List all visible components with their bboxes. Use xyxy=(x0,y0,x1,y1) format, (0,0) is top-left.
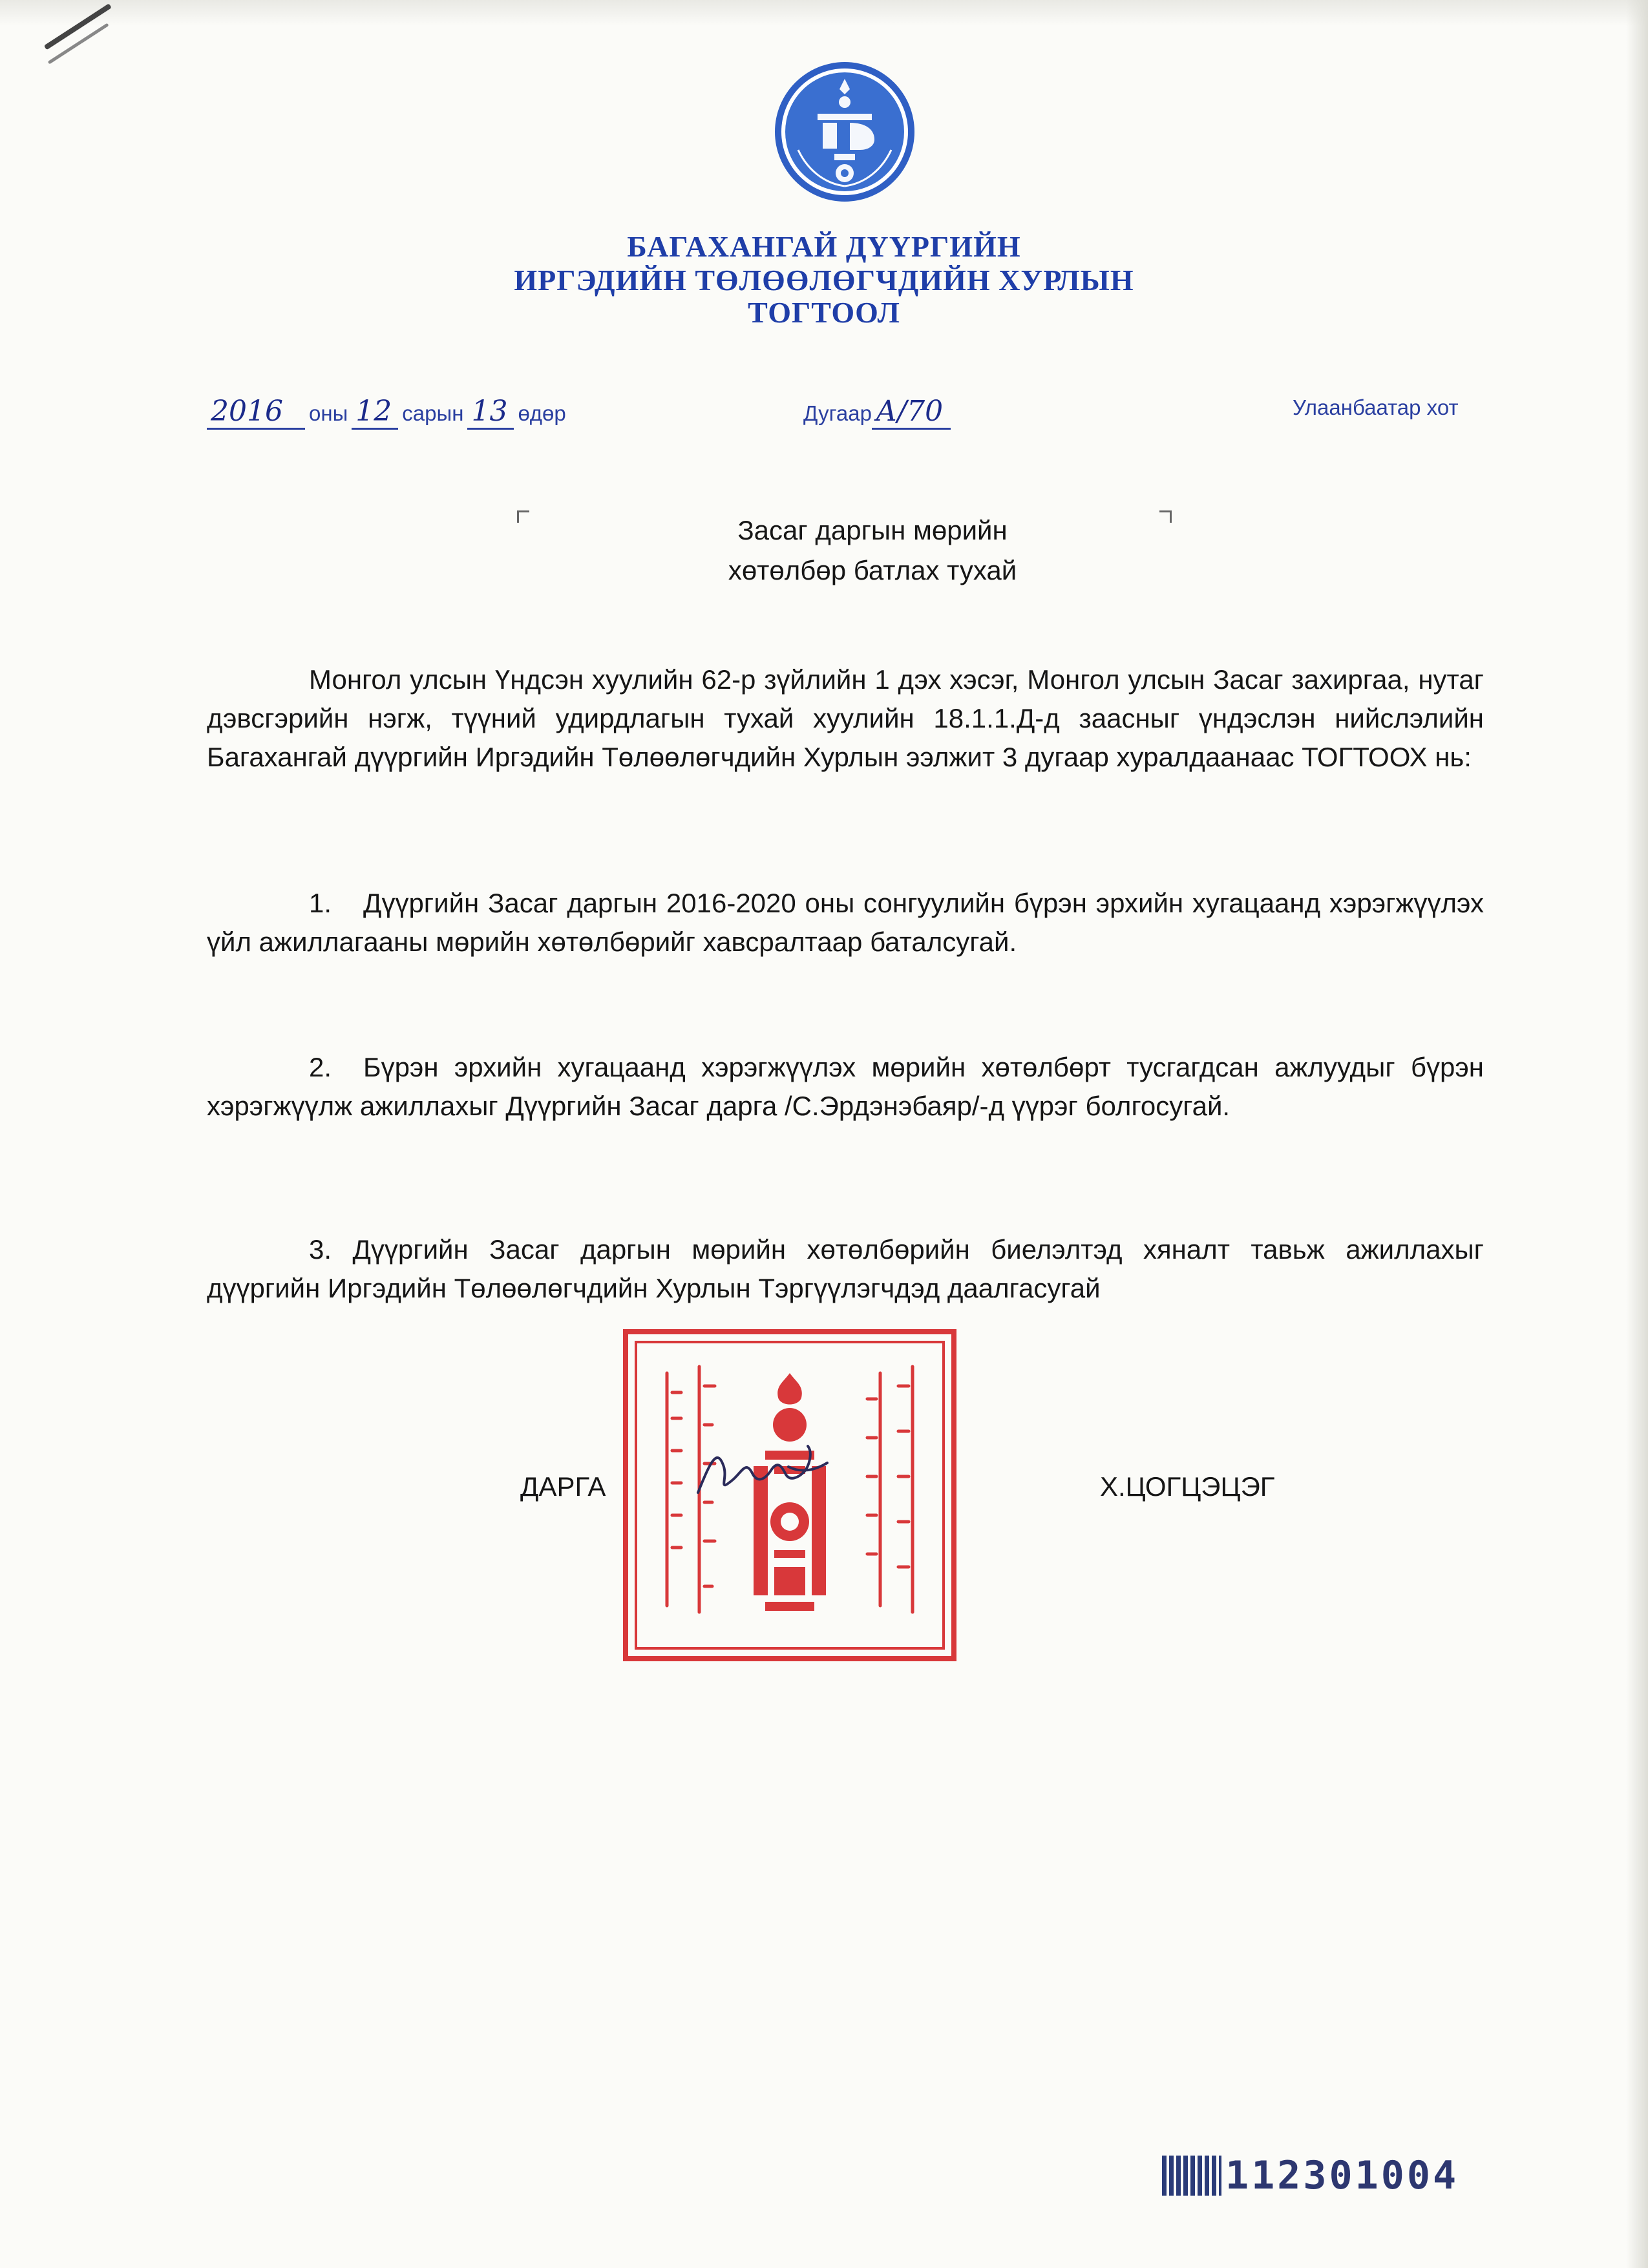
barcode-stamp xyxy=(1162,2153,1459,2198)
subject-corner-left xyxy=(517,510,529,523)
subject-title xyxy=(620,510,1125,591)
signatory-name: Х.ЦОГЦЭЦЭГ xyxy=(1100,1471,1275,1502)
barcode-number: 112301004 xyxy=(1225,2153,1459,2198)
handwritten-signature-icon xyxy=(692,1441,840,1506)
scan-edge-top xyxy=(0,0,1648,26)
date-year: 2016 xyxy=(207,395,305,430)
scan-edge-right xyxy=(1626,0,1648,2268)
date-year-label: оны xyxy=(309,401,348,425)
date-day: 13 xyxy=(467,395,514,430)
resolution-item-2 xyxy=(207,1048,1484,1126)
state-emblem-icon xyxy=(772,59,917,204)
item-number: 3. xyxy=(309,1234,332,1265)
date-month: 12 xyxy=(352,395,398,430)
item-text: Дүүргийн Засаг даргын 2016-2020 оны сонгуулийн бүрэн эрхийн хугацаанд хэрэгжүүлэх үйл ажиллагааны мөрийн хөтөлбөрийг хавсралтаар баталсугай. xyxy=(207,888,1484,957)
date-line xyxy=(207,395,570,430)
item-text: Бүрэн эрхийн хугацаанд хэрэгжүүлэх мөрийн хөтөлбөрт тусгагдсан ажлуудыг бүрэн хэрэгжүүлж ажиллахыг Дүүргийн Засаг дарга /С.Эрдэнэбаяр/-д үүрэг болгосугай. xyxy=(207,1052,1484,1121)
place-label: Улаанбаатар хот xyxy=(1293,395,1459,419)
document-number xyxy=(803,395,951,430)
header-title: ТОГТООЛ xyxy=(748,296,900,329)
document-number-label: Дугаар xyxy=(803,401,872,425)
subject-line-1: Засаг даргын мөрийн xyxy=(737,515,1008,545)
subject-line-2: хөтөлбөр батлах тухай xyxy=(728,555,1017,585)
item-number: 2. xyxy=(309,1052,332,1082)
resolution-item-1 xyxy=(207,884,1484,961)
preamble-text: Монгол улсын Үндсэн хуулийн 62-р зүйлийн 1 дэх хэсэг, Монгол улсын Засаг захиргаа, нутаг дэвсгэрийн нэгж, түүний удирдлагын тухай хуулийн 18.1.1.Д-д заасныг үндэслэн нийслэлийн Багахангай дүүргийн Иргэдийн Төлөөлөгчдийн Хурлын ээлжит 3 дугаар хуралдаанаас ТОГТООХ нь: xyxy=(207,664,1484,772)
resolution-item-3 xyxy=(207,1230,1484,1308)
date-day-label: өдөр xyxy=(518,401,566,425)
preamble-paragraph xyxy=(207,660,1484,777)
date-month-label: сарын xyxy=(402,401,464,425)
barcode-bars-icon xyxy=(1162,2156,1221,2196)
signature-title: ДАРГА xyxy=(520,1471,606,1502)
document-number-value: А/70 xyxy=(872,395,951,430)
header-line-1: БАГАХАНГАЙ ДҮҮРГИЙН xyxy=(627,230,1021,263)
header-line-2: ИРГЭДИЙН ТӨЛӨӨЛӨГЧДИЙН ХУРЛЫН xyxy=(514,264,1134,297)
subject-corner-right xyxy=(1159,510,1172,523)
item-number: 1. xyxy=(309,888,332,918)
item-text: Дүүргийн Засаг даргын мөрийн хөтөлбөрийн биелэлтэд хяналт тавьж ажиллахыг дүүргийн Иргэдийн Төлөөлөгчдийн Хурлын Тэргүүлэгчдэд даалгасугай xyxy=(207,1234,1484,1303)
